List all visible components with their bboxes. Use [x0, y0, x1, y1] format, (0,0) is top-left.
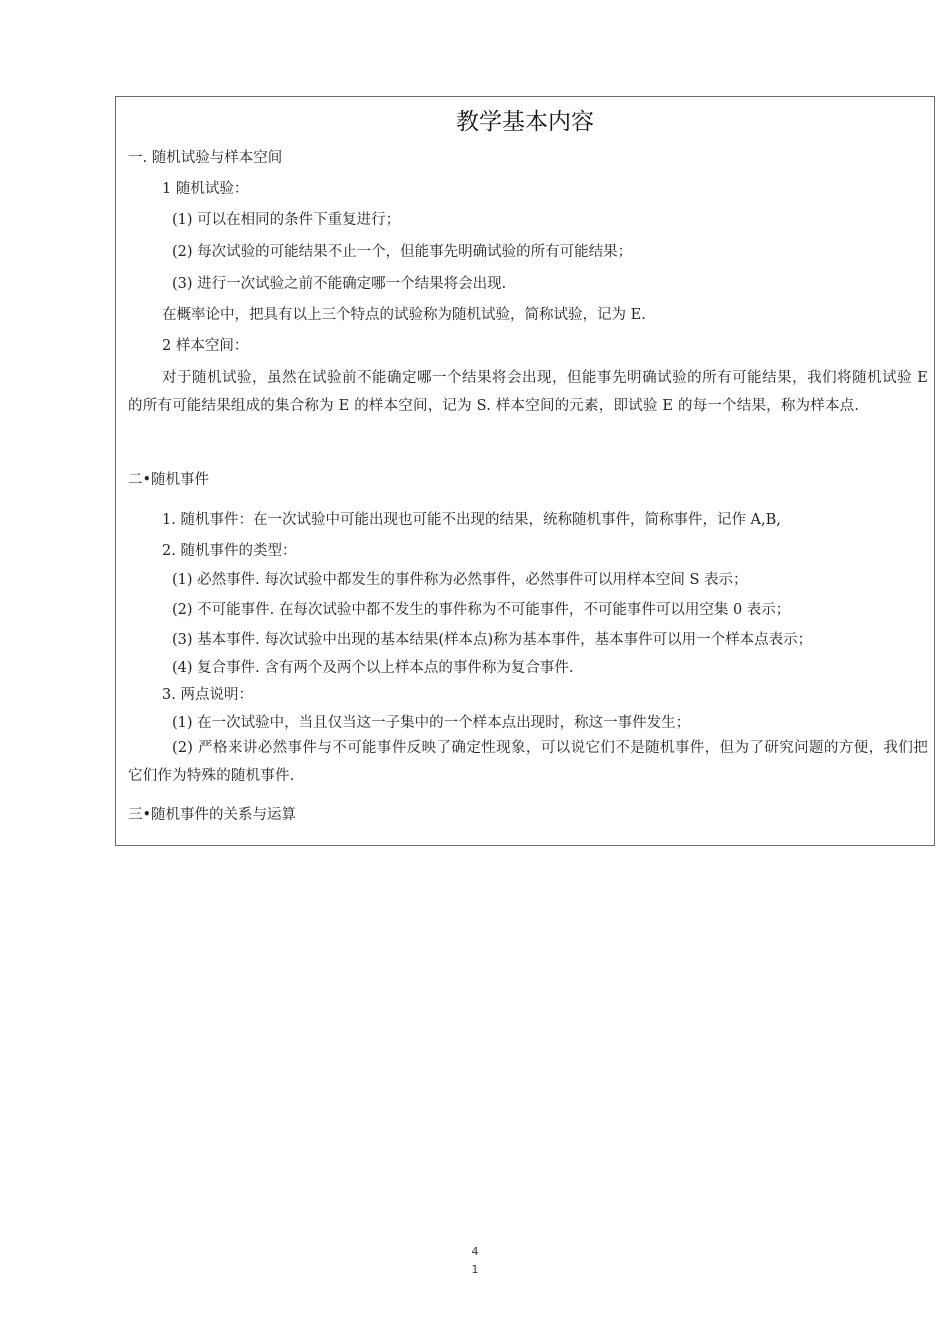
trial-summary: 在概率论中，把具有以上三个特点的试验称为随机试验，简称试验，记为 E. — [162, 307, 646, 323]
section3-heading: 三•随机事件的关系与运算 — [128, 807, 297, 823]
event-type-1: (1) 必然事件. 每次试验中都发生的事件称为必然事件，必然事件可以用样本空间 S 表示； — [172, 572, 748, 588]
event-type-3: (3) 基本事件. 每次试验中出现的基本结果(样本点)称为基本事件，基本事件可以用一个样本点表示； — [172, 632, 813, 648]
two-notes-label: 3. 两点说明： — [162, 687, 253, 703]
random-trial-label: 1 随机试验： — [162, 181, 249, 197]
sample-space-label: 2 样本空间： — [162, 338, 249, 354]
page-number-top: 4 — [471, 1245, 479, 1258]
event-types-label: 2. 随机事件的类型： — [162, 543, 297, 559]
page-number-bottom: 1 — [471, 1263, 479, 1276]
trial-property-3: (3) 进行一次试验之前不能确定哪一个结果将会出现. — [172, 276, 507, 292]
sample-space-paragraph: 对于随机试验，虽然在试验前不能确定哪一个结果将会出现，但能事先明确试验的所有可能结果，我们将随机试验 E 的所有可能结果组成的集合称为 E 的样本空间，记为 S. 样本空间的元素，即试验 E 的每一个结果，称为样本点. — [128, 370, 928, 414]
note-1: (1) 在一次试验中，当且仅当这一子集中的一个样本点出现时，称这一事件发生； — [172, 715, 691, 731]
event-type-4: (4) 复合事件. 含有两个及两个以上样本点的事件称为复合事件. — [172, 660, 574, 676]
note-2: (2) 严格来讲必然事件与不可能事件反映了确定性现象，可以说它们不是随机事件，但为了研究问题的方便，我们把它们作为特殊的随机事件. — [128, 740, 928, 784]
section1-heading: 一. 随机试验与样本空间 — [128, 150, 283, 166]
trial-property-1: (1) 可以在相同的条件下重复进行； — [172, 212, 401, 228]
random-event-definition: 1. 随机事件：在一次试验中可能出现也可能不出现的结果，统称随机事件，简称事件，记作 A,B, — [162, 512, 781, 528]
event-type-2: (2) 不可能事件. 在每次试验中都不发生的事件称为不可能事件，不可能事件可以用空集 0 表示； — [172, 602, 791, 618]
trial-property-2: (2) 每次试验的可能结果不止一个，但能事先明确试验的所有可能结果； — [172, 244, 633, 260]
section2-heading: 二•随机事件 — [128, 472, 210, 488]
page-title: 教学基本内容 — [456, 109, 594, 135]
